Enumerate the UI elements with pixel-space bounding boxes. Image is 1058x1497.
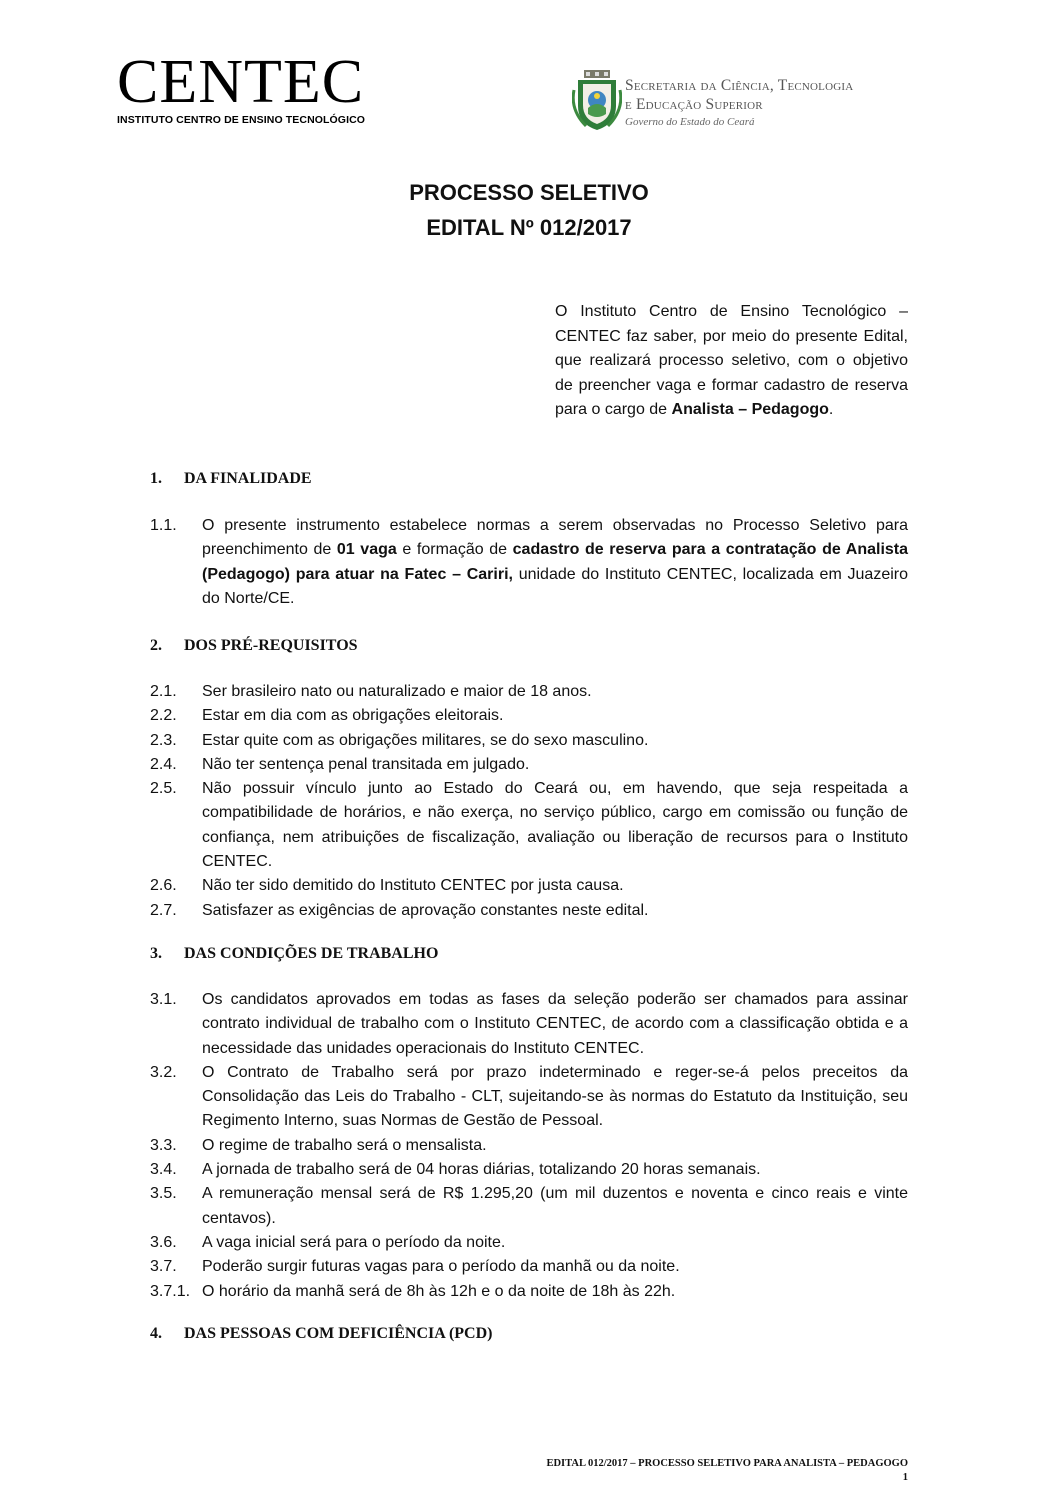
centec-logo: [117, 48, 387, 126]
page-footer: [546, 1457, 908, 1485]
edital-number: EDITAL Nº 012/2017: [426, 215, 632, 240]
list-item: [150, 1061, 908, 1134]
list-item: [150, 680, 908, 704]
item-text-part: e formação de: [396, 541, 513, 559]
item-text: Não possuir vínculo junto ao Estado do Ceará ou, em havendo, que seja respeitada a compatibilidade de horários, e não exerça, no serviço público, cargo em comissão ou função de confiança, nem atribuições de fiscalização, avaliação ou liberação de recursos para o Instituto CENTEC.: [202, 780, 908, 871]
list-item: [150, 1158, 908, 1182]
item-text: A vaga inicial será para o período da noite.: [202, 1233, 506, 1251]
section-4-heading: [150, 1325, 492, 1343]
page-number: 1: [902, 1472, 908, 1483]
item-number: 1.1.: [150, 517, 177, 534]
item-text: Os candidatos aprovados em todas as fases da seleção poderão ser chamados para assinar contrato individual de trabalho com o Instituto CENTEC, de acordo com a classificação obtida e a necessidade das unidades operacionais do Instituto CENTEC.: [202, 991, 908, 1057]
item-text-part: O presente instrumento estabelece normas a serem observadas no Processo Seletivo para preenchimento de: [202, 517, 908, 559]
item-text-bold: 01 vaga: [336, 541, 397, 559]
item-number: 3.4.: [150, 1161, 177, 1179]
item-text: O horário da manhã será de 8h às 12h e o da noite de 18h às 22h.: [202, 1282, 676, 1300]
section-3-heading: [150, 945, 438, 963]
section-2-heading: [150, 637, 358, 655]
item-number: 2.2.: [150, 707, 177, 725]
item-text: A remuneração mensal será de R$ 1.295,20 (um mil duzentos e noventa e cinco reais e vinte centavos).: [202, 1185, 908, 1227]
item-text-bold: cadastro de reserva para a contratação de Analista (Pedagogo) para atuar na Fatec – Cariri,: [202, 541, 909, 583]
list-item: [150, 1255, 908, 1279]
item-number: 2.4.: [150, 755, 177, 773]
item-number: 3.2.: [150, 1063, 177, 1081]
list-item: [150, 1280, 908, 1304]
section-1-heading: [150, 470, 312, 488]
item-number: 2.7.: [150, 901, 177, 919]
state-coat-of-arms-icon: [572, 70, 622, 132]
section-number: 4.: [150, 1325, 162, 1342]
intro-cargo: Analista – Pedagogo: [671, 401, 829, 418]
item-number: 2.5.: [150, 780, 177, 798]
secretaria-line-1: Secretaria da Ciência, Tecnologia: [625, 77, 854, 94]
list-item: [150, 729, 908, 753]
list-item: [150, 753, 908, 777]
intro-end: .: [828, 401, 834, 418]
item-number: 3.3.: [150, 1136, 177, 1154]
list-item: [150, 1134, 908, 1158]
item-text: Satisfazer as exigências de aprovação constantes neste edital.: [202, 901, 649, 919]
centec-logo-wordmark: CENTEC: [117, 48, 365, 116]
secretaria-governo: Governo do Estado do Ceará: [625, 116, 755, 128]
item-text-part: unidade do Instituto CENTEC, localizada em Juazeiro do Norte/CE.: [202, 565, 908, 607]
secretaria-header: [625, 76, 925, 128]
item-number: 3.5.: [150, 1185, 177, 1203]
list-item: [150, 514, 908, 611]
footer-text: EDITAL 012/2017 – PROCESSO SELETIVO PARA ANALISTA – PEDAGOGO: [546, 1458, 908, 1469]
item-text: O Contrato de Trabalho será por prazo indeterminado e reger-se-á pelos preceitos da Consolidação das Leis do Trabalho - CLT, sujeitando-se às normas do Estatuto da Instituição, seu Regimento Interno, suas Normas de Gestão de Pessoal.: [202, 1063, 908, 1130]
item-number: 3.1.: [150, 991, 177, 1008]
item-text: Ser brasileiro nato ou naturalizado e maior de 18 anos.: [202, 683, 592, 700]
item-number: 3.7.: [150, 1258, 177, 1276]
section-title: DOS PRÉ-REQUISITOS: [184, 637, 358, 654]
list-item: [150, 1231, 908, 1255]
list-item: [150, 777, 908, 874]
secretaria-line-2: e Educação Superior: [625, 96, 763, 113]
centec-logo-subtitle: INSTITUTO CENTRO DE ENSINO TECNOLÓGICO: [117, 114, 366, 126]
list-item: [150, 704, 908, 728]
section-1-items: [150, 514, 908, 611]
item-number: 2.6.: [150, 877, 177, 895]
section-number: 2.: [150, 637, 162, 654]
list-item: [150, 874, 908, 898]
item-text: Estar em dia com as obrigações eleitorais.: [202, 707, 504, 725]
item-text: O regime de trabalho será o mensalista.: [202, 1136, 487, 1154]
list-item: [150, 1182, 908, 1231]
list-item: [150, 899, 908, 923]
item-text: Não ter sentença penal transitada em julgado.: [202, 755, 530, 773]
item-text: A jornada de trabalho será de 04 horas diárias, totalizando 20 horas semanais.: [202, 1161, 761, 1179]
section-number: 1.: [150, 470, 162, 487]
item-number: 2.1.: [150, 683, 177, 700]
item-text: Não ter sido demitido do Instituto CENTEC por justa causa.: [202, 877, 624, 895]
item-number: 3.6.: [150, 1233, 177, 1251]
item-number: 3.7.1.: [150, 1282, 191, 1300]
item-text: Estar quite com as obrigações militares, se do sexo masculino.: [202, 731, 649, 749]
section-title: DAS CONDIÇÕES DE TRABALHO: [184, 945, 439, 962]
item-number: 2.3.: [150, 731, 177, 749]
intro-text: O Instituto Centro de Ensino Tecnológico – CENTEC faz saber, por meio do presente Edital, que realizará processo seletivo, com o objetivo de preencher vaga e formar cadastro de reserva para o cargo de: [555, 303, 908, 418]
item-text: Poderão surgir futuras vagas para o período da manhã ou da noite.: [202, 1258, 680, 1276]
section-number: 3.: [150, 945, 162, 962]
section-title: DAS PESSOAS COM DEFICIÊNCIA (PCD): [184, 1325, 493, 1342]
document-title: PROCESSO SELETIVO: [409, 180, 649, 205]
intro-paragraph: [555, 300, 908, 423]
item-text: [202, 514, 908, 611]
section-3-items: [150, 988, 908, 1304]
list-item: [150, 988, 908, 1061]
section-2-items: [150, 680, 908, 923]
section-title: DA FINALIDADE: [184, 470, 312, 487]
